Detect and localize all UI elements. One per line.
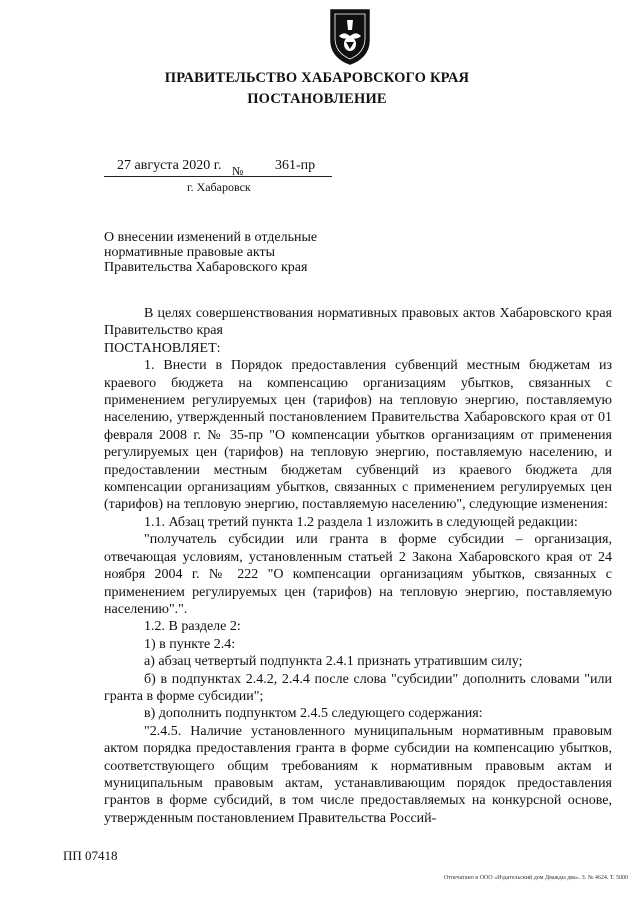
date-number-underline (104, 176, 332, 177)
coat-of-arms-emblem (327, 6, 373, 66)
resolves-heading: ПОСТАНОВЛЯЕТ: (104, 340, 221, 356)
footer-code: ПП 07418 (63, 848, 118, 863)
paragraph-1-1: 1.1. Абзац третий пункта 1.2 раздела 1 изложить в следующей редакции: (144, 514, 578, 530)
paragraph-quote-2: "2.4.5. Наличие установленного муниципальным нормативным правовым актом порядка предоставления гранта в форме субсидии на компенсацию убытков, соответствующего общим требованиям к нормативным правовым актам и муниципальным правовым актам, устанавливающим порядок предоставления грантов в форме субсидий, в том числе предоставляемых на конкурсной основе, утвержденным постановлением Правительства Россий- (104, 723, 612, 826)
city-label: г. Хабаровск (187, 180, 251, 194)
paragraph-1-2-1: 1) в пункте 2.4: (144, 636, 236, 652)
paragraph-1-2: 1.2. В разделе 2: (144, 619, 241, 635)
document-date: 27 августа 2020 г. (117, 158, 222, 173)
paragraph-1: 1. Внести в Порядок предоставления субвенций местным бюджетам из краевого бюджета на компенсацию организациям убытков, связанных с применением регулируемых цен (тарифов) на тепловую энергию, поставляемую населению, утвержденный постановлением Правительства Хабаровского края от 01 февраля 2008 г. № 35-пр "О компенсации убытков организациям от применения регулируемых цен (тарифов) на тепловую энергию, поставляемую населению, и предоставлении местным бюджетам субвенций из краевого бюджета для компенсации организациям убытков, связанных с применением регулируемых цен (тарифов) на тепловую энергию, поставляемую населению", следующие изменения: (104, 358, 612, 513)
printer-note: Отпечатано в ООО «Издательский дом Дважды два». З. № 4624. Т. 5000 (443, 875, 628, 881)
paragraph-v: в) дополнить подпунктом 2.4.5 следующего содержания: (144, 706, 483, 722)
number-sign: № (232, 164, 244, 178)
organization-title: ПРАВИТЕЛЬСТВО ХАБАРОВСКОГО КРАЯ (164, 70, 470, 86)
document-type: ПОСТАНОВЛЕНИЕ (247, 91, 387, 107)
document-body (104, 305, 612, 827)
document-number: 361-пр (275, 158, 316, 173)
document-subject: О внесении изменений в отдельные нормативные правовые акты Правительства Хабаровского края (104, 230, 318, 275)
paragraph-a: а) абзац четвертый подпункта 2.4.1 признать утратившим силу; (144, 654, 523, 670)
paragraph-b: б) в подпунктах 2.4.2, 2.4.4 после слова "субсидии" дополнить словами "или гранта в форме субсидии"; (104, 671, 612, 704)
paragraph-quote-1: "получатель субсидии или гранта в форме субсидии – организация, отвечающая условиям, установленным статьей 2 Закона Хабаровского края от 24 ноября 2004 г. № 222 "О компенсации организациям убытков, связанных с применением регулируемых цен (тарифов) на тепловую энергию, поставляемую населению".". (104, 532, 612, 617)
preamble-paragraph: В целях совершенствования нормативных правовых актов Хабаровского края Правительство края (104, 306, 612, 339)
